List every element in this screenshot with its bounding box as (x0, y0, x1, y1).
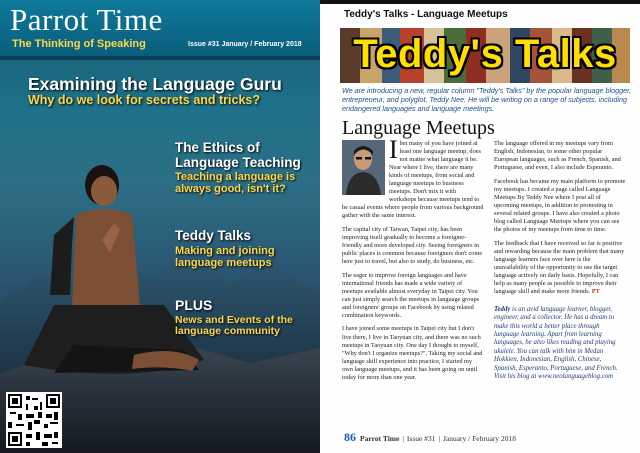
paragraph: bet many of you have joined at least one language meetup, does not matter what language it be. Near where I live, there are many kinds of meetups, from social and language meetups to business meetups. Don't mix it with workshops because meetups tend to be casual events where people from various background gather with the same interest. (342, 140, 484, 220)
paragraph: The eager to improve foreign languages and have international friends has made a wide variety of meetups available almost everyday in Taipei city. You can just simply search the meetups in language groups and foreigners' groups on Facebook by using related combination keywords. (342, 271, 480, 319)
page-top-bar (320, 0, 640, 4)
cover-headline-teddy-sub1: Making and joining (175, 245, 275, 257)
cover-headline-ethics-line1: The Ethics of (175, 140, 260, 155)
page-number: 86 (344, 430, 356, 444)
article-title: Language Meetups (342, 117, 495, 139)
author-bio (494, 306, 626, 382)
cover-headline-plus: PLUS (175, 297, 213, 313)
drop-cap: I (389, 135, 398, 164)
page-footer (344, 430, 516, 445)
magazine-tagline: The Thinking of Speaking (12, 38, 146, 50)
paragraph: The capital city of Taiwan, Taipei city, has been improving itself gradually to become a foreigner-friendly and more developed city. Seeing foreigners in public places is common because foreigners don't come here just to travel, but also to study, do business, etc. (342, 225, 483, 266)
teddys-talks-banner (340, 28, 630, 83)
paragraph: Facebook has became my main platform to promote my meetups. I created a page called Language Meetups By Teddy Nee where I post all of upcoming meetups, in addition to promoting in several related groups. I have also created a photo blog called Language Meetups where you can see the photos of my meetups from time to time. (494, 177, 626, 233)
cover-headline-ethics-sub2: always good, isn't it? (175, 183, 286, 195)
end-mark: PT (591, 287, 600, 295)
cover-headline-plus-sub2: language community (175, 325, 281, 337)
cover-headline-ethics-line2: Language Teaching (175, 155, 301, 170)
footer-issue: Issue #31 (406, 434, 436, 443)
masthead (0, 0, 320, 56)
cover-headline-ethics-sub1: Teaching a language is (175, 171, 296, 183)
paragraph: The language offered in my meetups vary from English, Indonesian, to some other popular European languages, such as French, Spanish, and Portuguese, and even, I also include Esperanto. (494, 140, 621, 172)
cover-headline-teddy: Teddy Talks (175, 228, 252, 243)
column-header: Teddy's Talks - Language Meetups (344, 9, 508, 20)
article-page (320, 0, 640, 453)
footer-separator: | (438, 434, 440, 443)
issue-label: Issue #31 January / February 2018 (188, 41, 302, 48)
article-column-2 (494, 140, 626, 382)
qr-code (6, 392, 62, 448)
cover-headline-teddy-sub2: language meetups (175, 257, 272, 269)
bio-text: is an avid language learner, blogger, engineer, and a collector. He has a dream to make this world a better place through language learning. Apart from learning languages, he also likes reading and playing ukulele. You can talk with him in Medan Hokkien, Indonesian, English, Chinese, Spanish, Esperanto, Portuguese, and French. Visit his blog at www.neolanguageblog.com (494, 305, 618, 381)
banner-title: Teddy's Talks (353, 32, 617, 76)
paragraph: The feedback that I have received so far is positive and rewarding because the main problem that many language learners face over here is the unavailability of the opportunity to use the target language actively on daily basis. Hopefully, I can help as many people as possible to improve their language skill and make more friends. (494, 239, 625, 295)
article-intro: We are introducing a new, regular column "Teddy's Talks" by the popular language blogger, entrepreneur, and polyglot, Teddy Nee. He will be writing on a range of subjects, including endangered languages and language meetings. (342, 86, 632, 113)
cover-headline-main: Examining the Language Guru (28, 74, 282, 94)
footer-magazine: Parrot Time (360, 434, 400, 443)
footer-separator: | (402, 434, 404, 443)
paragraph: I have joined some meetups in Taipei city but I don't live there, I live in Taoyuan city, and there was no such meetups in Taoyuan city. One day I thought to myself, "Why don't I organize meetups?". Taking my social and language skill experience into practice, I started my own language meetups, and it has been going on until today for more than one year. (342, 325, 483, 381)
masthead-stripe (0, 56, 320, 60)
magazine-name: Parrot Time (10, 2, 163, 37)
bio-name: Teddy (494, 305, 511, 313)
author-photo (342, 140, 385, 195)
footer-date: January / February 2018 (442, 434, 517, 443)
cover-headline-plus-sub1: News and Events of the (175, 314, 293, 326)
article-column-1 (342, 135, 484, 387)
cover-headline-main-subtitle: Why do we look for secrets and tricks? (28, 93, 261, 107)
